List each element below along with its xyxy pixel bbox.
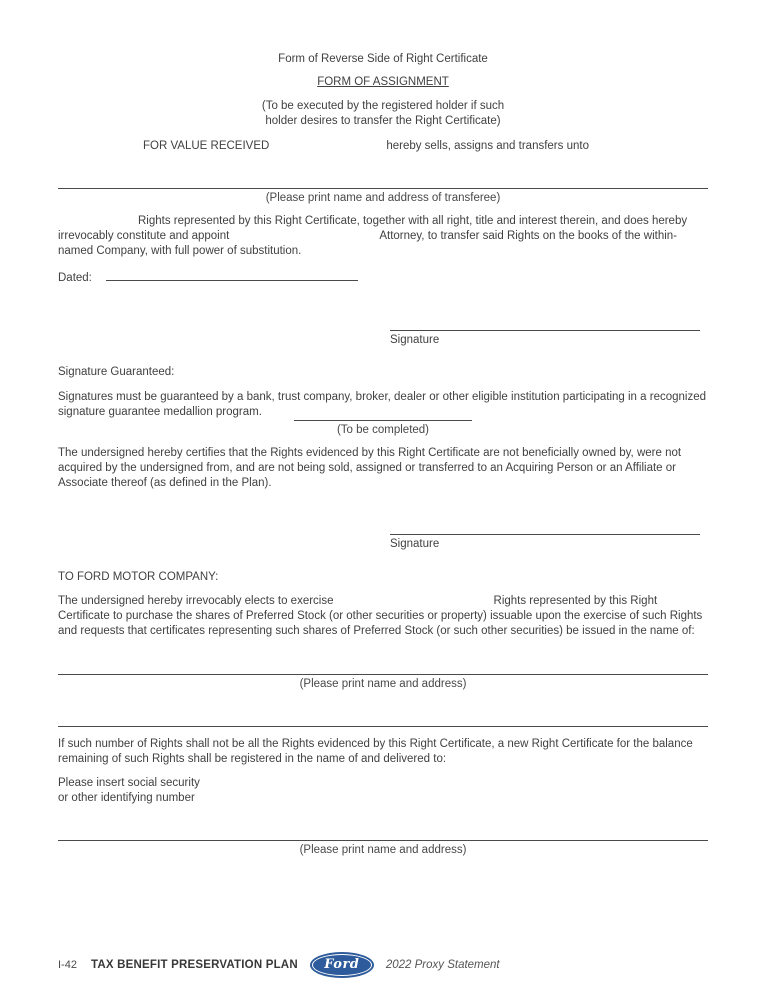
page-footer bbox=[58, 952, 708, 978]
appoint-paragraph: Rights represented by this Right Certificate, together with all right, title and interest therein, and does hereby irrevocably constitute and appoint Attorney, to transfer said Rights on the books of the within-named Company, with full power of substitution. bbox=[58, 215, 688, 257]
value-received-text: FOR VALUE RECEIVED bbox=[143, 140, 270, 152]
form-title: FORM OF ASSIGNMENT bbox=[317, 76, 449, 88]
dated-fill-line bbox=[106, 269, 358, 281]
name-address-fill-line-2 bbox=[58, 840, 708, 841]
value-received-row bbox=[58, 139, 708, 154]
ssn-note-line2: or other identifying number bbox=[58, 792, 195, 804]
signature-label: Signature bbox=[390, 334, 440, 346]
to-be-completed-caption: (To be completed) bbox=[336, 424, 430, 436]
exercise-paragraph: The undersigned hereby irrevocably elects to exercise Rights represented by this Right Certificate to purchase the shares of Preferred Stock (or other securities or property) issuable upon the exercise of such Rights and requests that certificates representing such shares of Preferred Stock (or such other securities) be issued in the name of: bbox=[58, 595, 703, 637]
signature-label: Signature bbox=[390, 538, 440, 550]
print-caption-2: (Please print name and address) bbox=[299, 844, 467, 856]
to-be-completed-line bbox=[294, 420, 472, 421]
signature-block-2 bbox=[390, 534, 700, 552]
transferee-fill-line bbox=[58, 188, 708, 189]
transfers-unto-text: hereby sells, assigns and transfers unto bbox=[386, 140, 589, 152]
signature-guaranteed-heading: Signature Guaranteed: bbox=[58, 366, 175, 378]
ssn-note bbox=[58, 776, 708, 806]
certification-paragraph: The undersigned hereby certifies that the Rights evidenced by this Right Certificate are not beneficially owned by, were not acquired by the undersigned from, and are not being sold, assigned or transferred to an Acquiring Person or an Affiliate or Associate thereof (as defined in the Plan). bbox=[58, 447, 682, 489]
execution-note-line2: holder desires to transfer the Right Certificate) bbox=[265, 115, 501, 127]
guarantee-paragraph: Signatures must be guaranteed by a bank, trust company, broker, dealer or other eligible institution participating in a recognized signature guarantee medallion program. bbox=[58, 391, 706, 418]
execution-note bbox=[58, 99, 708, 129]
ford-logo-icon bbox=[310, 952, 374, 978]
proxy-statement-label: 2022 Proxy Statement bbox=[385, 958, 500, 971]
standalone-fill-line bbox=[58, 726, 708, 727]
execution-note-line1: (To be executed by the registered holder if such bbox=[261, 100, 505, 112]
name-address-fill-line-1 bbox=[58, 674, 708, 675]
signature-fill-line bbox=[390, 330, 700, 331]
print-caption-1: (Please print name and address) bbox=[299, 678, 467, 690]
dated-label: Dated: bbox=[58, 272, 92, 284]
plan-title: TAX BENEFIT PRESERVATION PLAN bbox=[90, 958, 298, 971]
balance-paragraph: If such number of Rights shall not be all the Rights evidenced by this Right Certificate, a new Right Certificate for the balance remaining of such Rights shall be registered in the name of and delivered to: bbox=[58, 738, 693, 765]
transferee-caption: (Please print name and address of transferee) bbox=[265, 192, 501, 204]
doc-title: Form of Reverse Side of Right Certificate bbox=[278, 53, 488, 65]
dated-row bbox=[58, 269, 708, 286]
page-number: I-42 bbox=[58, 958, 77, 971]
signature-fill-line bbox=[390, 534, 700, 535]
signature-block-1 bbox=[390, 330, 700, 348]
to-company-heading: TO FORD MOTOR COMPANY: bbox=[58, 571, 219, 583]
ford-logo-script: Ford bbox=[324, 956, 360, 972]
ssn-note-line1: Please insert social security bbox=[58, 777, 200, 789]
